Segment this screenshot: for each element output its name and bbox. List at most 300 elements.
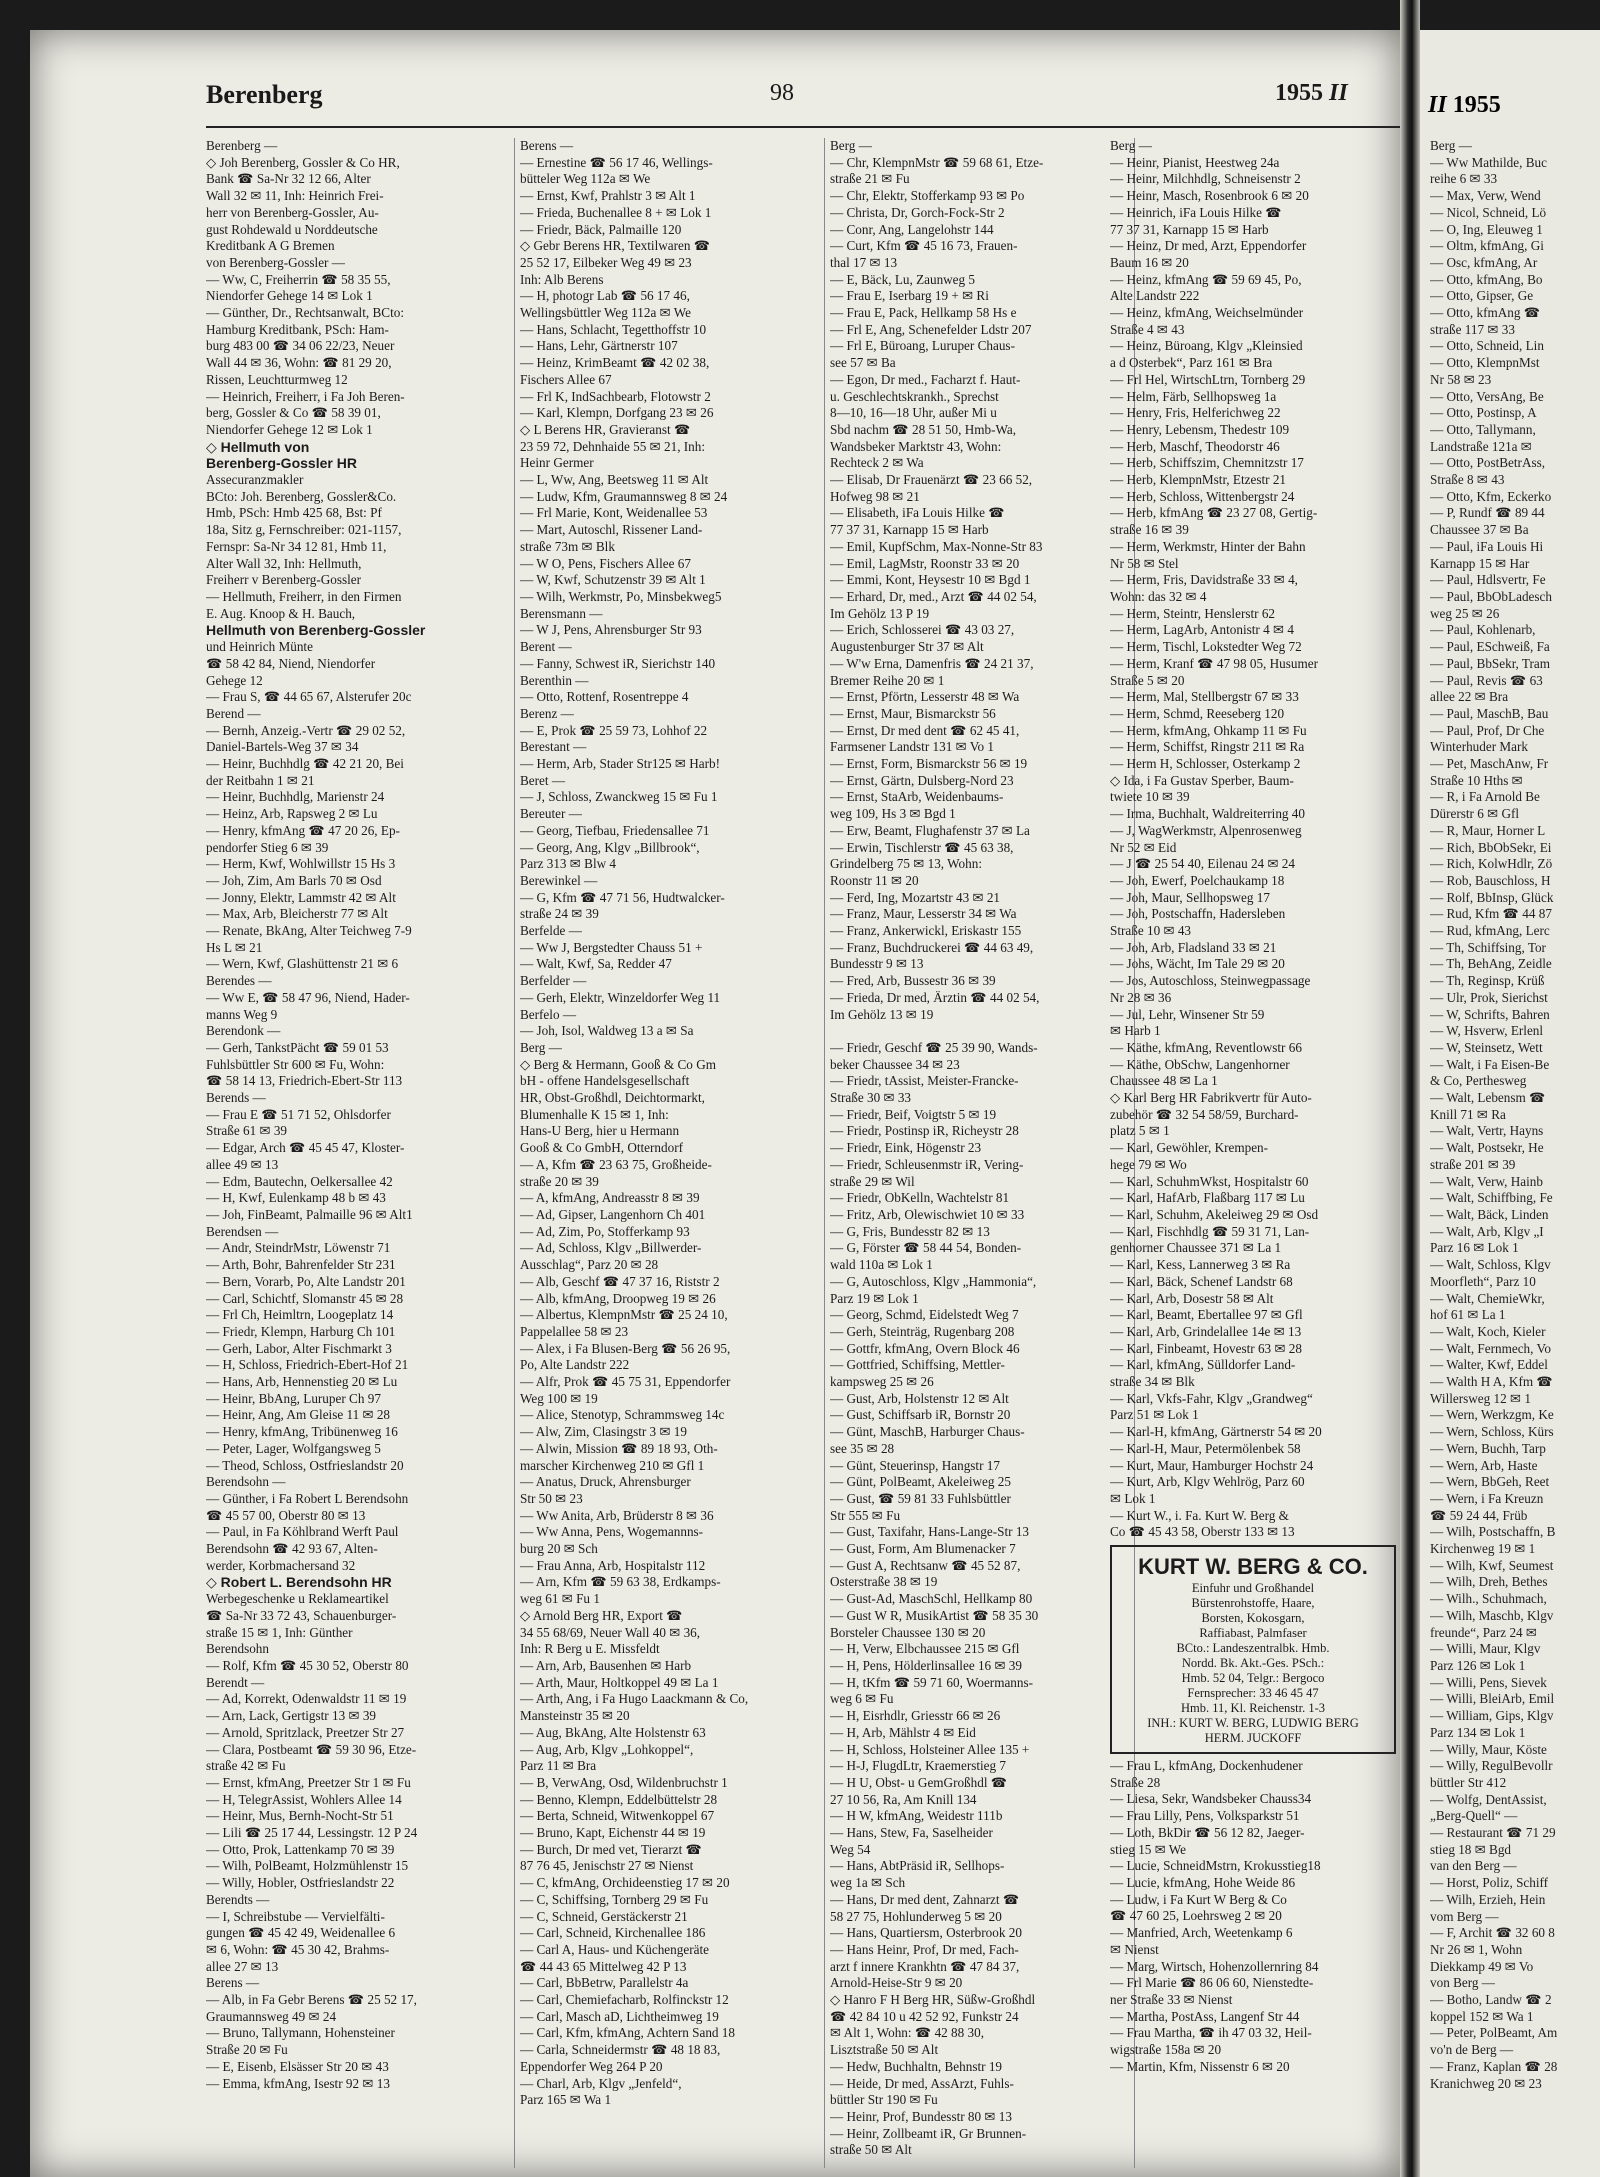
directory-entry: Straße 28 (1110, 1774, 1161, 1790)
ad-line: Bürstenrohstoffe, Haare, (1191, 1596, 1315, 1611)
directory-entry: — Willi, Maur, Klgv (1430, 1641, 1541, 1657)
directory-entry: — Friedr, ObKelln, Wachtelstr 81 (830, 1190, 1010, 1206)
directory-entry: — Heinrich, iFa Louis Hilke ☎ (1110, 204, 1282, 220)
directory-entry: — Erw, Beamt, Flughafenstr 37 ✉ La (830, 822, 1030, 838)
directory-entry: allee 49 ✉ 13 (206, 1156, 279, 1172)
directory-entry: — J, WagWerkmstr, Alpenrosenweg (1110, 822, 1302, 838)
directory-entry: Nr 58 ✉ Stel (1110, 555, 1179, 571)
directory-entry: ✉ Alt 1, Wohn: ☎ 42 88 30, (830, 2025, 985, 2041)
directory-entry: vo'n de Berg — (1430, 2042, 1514, 2058)
directory-entry: — Heinz, kfmAng, Weichselmünder (1110, 305, 1304, 321)
directory-entry: — Herm, Schmd, Reeseberg 120 (1110, 705, 1285, 721)
directory-entry: gust Rohdewald u Norddeutsche (206, 221, 378, 237)
directory-entry: — Friedr, Beif, Voigtstr 5 ✉ 19 (830, 1106, 997, 1122)
directory-entry: — Hans Heinr, Prof, Dr med, Fach- (830, 1941, 1019, 1957)
directory-entry: Parz 51 ✉ Lok 1 (1110, 1407, 1199, 1423)
directory-entry: — Walt, Lebensm ☎ (1430, 1090, 1546, 1106)
directory-entry: — Frl K, IndSachbearb, Flotowstr 2 (520, 388, 711, 404)
directory-entry: Parz 165 ✉ Wa 1 (520, 2092, 612, 2108)
directory-entry: — Walt, Postsekr, He (1430, 1140, 1544, 1156)
page-number: 98 (770, 80, 794, 106)
directory-entry: stieg 18 ✉ Bgd (1430, 1841, 1512, 1857)
directory-entry: — Heinz, Dr med, Arzt, Eppendorfer (1110, 238, 1307, 254)
directory-entry: büttler Str 190 ✉ Fu (830, 2092, 938, 2108)
directory-entry: weg 61 ✉ Fu 1 (520, 1591, 600, 1607)
directory-entry: — Frl Ch, Heimltrn, Loogeplatz 14 (206, 1307, 394, 1323)
directory-entry: — Curt, Kfm ☎ 45 16 73, Frauen- (830, 238, 1018, 254)
directory-entry: allee 22 ✉ Bra (1430, 689, 1509, 705)
directory-entry: — Wolfg, DentAssist, (1430, 1791, 1547, 1807)
directory-entry: Straße 30 ✉ 33 (830, 1090, 912, 1106)
directory-entry: — Ulr, Prok, Sierichst (1430, 989, 1548, 1005)
directory-entry: Weg 100 ✉ 19 (520, 1390, 598, 1406)
directory-entry: Straße 8 ✉ 43 (1430, 472, 1505, 488)
surname-heading: Berendsen — (206, 1223, 279, 1239)
directory-entry: — Heinz, Büroang, Klgv „Kleinsied (1110, 338, 1303, 354)
directory-entry: ✉ Harb 1 (1110, 1023, 1161, 1039)
directory-entry: — I, Schreibstube — Vervielfälti- (206, 1908, 385, 1924)
directory-entry: — Karl, HafArb, Flaßbarg 117 ✉ Lu (1110, 1190, 1305, 1206)
directory-entry: — Otto, kfmAng, Bo (1430, 271, 1543, 287)
directory-entry: — Arn, Kfm ☎ 59 63 38, Erdkamps- (520, 1574, 721, 1590)
directory-entry: Chaussee 48 ✉ La 1 (1110, 1073, 1218, 1089)
directory-entry: Nr 28 ✉ 36 (1110, 989, 1172, 1005)
directory-entry: — Herb, KlempnMstr, Etzestr 21 (1110, 472, 1287, 488)
directory-entry: — Paul, iFa Louis Hi (1430, 538, 1544, 554)
ad-line: HERM. JUCKOFF (1204, 1731, 1302, 1746)
directory-entry: — Walt, Koch, Kieler (1430, 1323, 1546, 1339)
directory-entry: Diekkamp 49 ✉ Vo (1430, 1958, 1534, 1974)
directory-entry: — Irma, Buchhalt, Waldreiterring 40 (1110, 806, 1305, 822)
directory-entry: — Heinr, Ang, Am Gleise 11 ✉ 28 (206, 1407, 391, 1423)
directory-entry: — Paul, Kohlenarb, (1430, 622, 1536, 638)
directory-entry: — Bern, Vorarb, Po, Alte Landstr 201 (206, 1273, 406, 1289)
directory-entry: — Karl, kfmAng, Sülldorfer Land- (1110, 1357, 1296, 1373)
directory-entry: ☎ Sa-Nr 33 72 43, Schauenburger- (206, 1607, 397, 1623)
directory-entry: — Heinr, Pianist, Heestweg 24a (1110, 154, 1280, 170)
directory-entry: — Erhard, Dr, med., Arzt ☎ 44 02 54, (830, 588, 1037, 604)
directory-entry: Landstraße 121a ✉ (1430, 438, 1532, 454)
directory-entry: manns Weg 9 (206, 1006, 278, 1022)
directory-entry: — Wilh., Schuhmach, (1430, 1591, 1547, 1607)
directory-entry: Willersweg 12 ✉ 1 (1430, 1390, 1531, 1406)
directory-entry: twiete 10 ✉ 39 (1110, 789, 1190, 805)
directory-entry: — Carl, Schichtf, Slomanstr 45 ✉ 28 (206, 1290, 404, 1306)
directory-entry: — H W, kfmAng, Weidestr 111b (830, 1808, 1003, 1824)
directory-entry: Po, Alte Landstr 222 (520, 1357, 630, 1373)
directory-entry: Lisztstraße 50 ✉ Alt (830, 2042, 939, 2058)
ad-line: BCto.: Landeszentralbk. Hmb. (1176, 1641, 1330, 1656)
directory-entry: — Arth, Bohr, Bahrenfelder Str 231 (206, 1257, 396, 1273)
directory-entry: — Karl, SchuhmWkst, Hospitalstr 60 (1110, 1173, 1309, 1189)
directory-entry: — Anatus, Druck, Ahrensburger (520, 1474, 691, 1490)
surname-heading: Berg — (1110, 138, 1152, 153)
directory-entry: Nr 58 ✉ 23 (1430, 371, 1492, 387)
directory-entry: u. Geschlechtskrankh., Sprechst (830, 388, 999, 404)
directory-entry: — Joh, Isol, Waldweg 13 a ✉ Sa (520, 1023, 694, 1039)
directory-entry: — Friedr, tAssist, Meister-Francke- (830, 1073, 1019, 1089)
directory-entry: Fischers Allee 67 (520, 371, 612, 387)
directory-entry: — Helm, Färb, Sellhopsweg 1a (1110, 388, 1277, 404)
directory-entry: — Karl-H, Maur, Petermölenbek 58 (1110, 1440, 1301, 1456)
directory-entry: Kreditbank A G Bremen (206, 238, 335, 254)
directory-entry: — Paul, ESchweiß, Fa (1430, 639, 1550, 655)
directory-entry: — Ww, C, Freiherrin ☎ 58 35 55, (206, 271, 391, 287)
directory-entry: — H, TelegrAssist, Wohlers Allee 14 (206, 1791, 402, 1807)
directory-entry: — Max, Verw, Wend (1430, 188, 1541, 204)
surname-heading: Berenthin — (520, 672, 589, 688)
directory-entry: — Otto, Rottenf, Rosentreppe 4 (520, 689, 689, 705)
directory-entry: — Ernst, StaArb, Weidenbaums- (830, 789, 1004, 805)
directory-entry: — Walt, Schloss, Klgv (1430, 1257, 1551, 1273)
directory-entry: — Wilh, Postschaffn, B (1430, 1524, 1556, 1540)
ad-line: Nordd. Bk. Akt.-Ges. PSch.: (1181, 1656, 1325, 1671)
directory-entry: — Rolf, BbInsp, Glück (1430, 889, 1554, 905)
directory-entry: — G, Förster ☎ 58 44 54, Bonden- (830, 1240, 1022, 1256)
directory-entry: ◇ Hellmuth von (206, 438, 310, 455)
directory-entry: — Erich, Schlosserei ☎ 43 03 27, (830, 622, 1015, 638)
directory-entry: — Hellmuth, Freiherr, in den Firmen (206, 588, 402, 604)
directory-entry: zubehör ☎ 32 54 58/59, Burchard- (1110, 1106, 1299, 1122)
directory-entry: — Johs, Wächt, Im Tale 29 ✉ 20 (1110, 956, 1285, 972)
directory-entry: — R, i Fa Arnold Be (1430, 789, 1540, 805)
directory-entry: — Günt, Steuerinsp, Hangstr 17 (830, 1457, 1000, 1473)
directory-entry: — Walt, Verw, Hainb (1430, 1173, 1543, 1189)
directory-entry: — Karl, Arb, Grindelallee 14e ✉ 13 (1110, 1323, 1302, 1339)
directory-entry: — Karl, Vkfs-Fahr, Klgv „Grandweg“ (1110, 1390, 1313, 1406)
next-page-column (1430, 138, 1600, 2092)
directory-entry: Arnold-Heise-Str 9 ✉ 20 (830, 1975, 963, 1991)
directory-entry: — Carl A, Haus- und Küchengeräte (520, 1941, 709, 1957)
directory-entry: — Willy, RegulBevollr (1430, 1758, 1553, 1774)
directory-entry: — Emil, LagMstr, Roonstr 33 ✉ 20 (830, 555, 1020, 571)
surname-heading: Bereuter — (520, 806, 582, 822)
directory-entry: — Bruno, Kapt, Eichenstr 44 ✉ 19 (520, 1825, 706, 1841)
directory-entry: — Horst, Poliz, Schiff (1430, 1875, 1549, 1891)
directory-entry: — Rolf, Kfm ☎ 45 30 52, Oberstr 80 (206, 1657, 409, 1673)
directory-entry: — Otto, kfmAng ☎ (1430, 305, 1541, 321)
directory-entry: straße 117 ✉ 33 (1430, 321, 1515, 337)
directory-entry: — Herm, Schiffst, Ringstr 211 ✉ Ra (1110, 739, 1305, 755)
directory-entry: — Henry, Lebensm, Thedestr 109 (1110, 421, 1290, 437)
directory-entry: — W, Hsverw, Erlenl (1430, 1023, 1544, 1039)
directory-entry: — Ernst, Dr med dent ☎ 62 45 41, (830, 722, 1020, 738)
directory-entry: — Peter, PolBeamt, Am (1430, 2025, 1558, 2041)
directory-entry: — H, Schloss, Friedrich-Ebert-Hof 21 (206, 1357, 409, 1373)
advertisement-kurt-w-berg (1110, 1545, 1396, 1754)
directory-entry: — Ernst, Kwf, Prahlstr 3 ✉ Alt 1 (520, 188, 696, 204)
directory-entry: — H U, Obst- u GemGroßhdl ☎ (830, 1774, 1008, 1790)
directory-entry: — Hedw, Buchhaltn, Behnstr 19 (830, 2058, 1003, 2074)
directory-entry: — Gust W R, MusikArtist ☎ 58 35 30 (830, 1607, 1039, 1623)
surname-heading: Berens — (520, 138, 574, 153)
directory-entry: — Egon, Dr med., Facharzt f. Haut- (830, 371, 1021, 387)
directory-entry: — Alice, Stenotyp, Schrammsweg 14c (520, 1407, 725, 1423)
directory-entry: — Herb, Schiffszim, Chemnitzstr 17 (1110, 455, 1304, 471)
directory-entry: — Bruno, Tallymann, Hohensteiner (206, 2025, 395, 2041)
directory-entry: weg 109, Hs 3 ✉ Bgd 1 (830, 806, 956, 822)
directory-entry: — Th, Reginsp, Krüß (1430, 973, 1545, 989)
directory-entry: — Frieda, Dr med, Ärztin ☎ 44 02 54, (830, 989, 1040, 1005)
directory-entry: — Rich, KolwHdlr, Zö (1430, 856, 1553, 872)
surname-heading: von Berenberg-Gossler — (206, 254, 345, 270)
directory-entry: — C, Schiffsing, Tornberg 29 ✉ Fu (520, 1891, 709, 1907)
directory-page (30, 30, 1400, 2177)
directory-entry: Fernspr: Sa-Nr 34 12 81, Hmb 11, (206, 538, 387, 554)
directory-entry: Straße 10 Hths ✉ (1430, 772, 1523, 788)
directory-entry (830, 1023, 1130, 1040)
directory-entry: Parz 313 ✉ Blw 4 (520, 856, 617, 872)
directory-entry: Mansteinstr 35 ✉ 20 (520, 1708, 630, 1724)
directory-entry: — Heinr, Mus, Bernh-Nocht-Str 51 (206, 1808, 394, 1824)
directory-entry: — Günt, PolBeamt, Akeleiweg 25 (830, 1474, 1011, 1490)
directory-entry: — Pet, MaschAnw, Fr (1430, 756, 1549, 772)
directory-entry: HR, Obst-Großhdl, Deichtormarkt, (520, 1090, 705, 1106)
directory-entry: — Karl, Fischhdlg ☎ 59 31 71, Lan- (1110, 1223, 1310, 1239)
directory-entry: 58 27 75, Hohlunderweg 5 ✉ 20 (830, 1908, 1002, 1924)
directory-entry: — Frau E ☎ 51 71 52, Ohlsdorfer (206, 1106, 391, 1122)
directory-entry: Gehege 12 (206, 672, 263, 688)
directory-entry: — Friedr, Postinsp iR, Richeystr 28 (830, 1123, 1019, 1139)
ad-title: KURT W. BERG & CO. (1138, 1554, 1368, 1580)
directory-entry: — Hans, Arb, Hennenstieg 20 ✉ Lu (206, 1374, 398, 1390)
directory-entry: — Georg, Ang, Klgv „Billbrook“, (520, 839, 700, 855)
directory-entry: see 57 ✉ Ba (830, 355, 896, 371)
directory-entry: herr von Berenberg-Gossler, Au- (206, 204, 379, 220)
directory-entry: — Franz, Ankerwickl, Eriskastr 155 (830, 923, 1022, 939)
directory-entry: — Restaurant ☎ 71 29 (1430, 1825, 1556, 1841)
directory-entry: — Herm, Werkmstr, Hinter der Bahn (1110, 538, 1306, 554)
directory-entry: — W, Steinsetz, Wett (1430, 1039, 1543, 1055)
directory-entry: straße 201 ✉ 39 (1430, 1156, 1516, 1172)
directory-entry: — Mart, Autoschl, Rissener Land- (520, 522, 703, 538)
directory-entry: — Wilh, Werkmstr, Po, Minsbekweg5 (520, 588, 722, 604)
directory-entry: thal 17 ✉ 13 (830, 254, 898, 270)
directory-entry: — Max, Arb, Bleicherstr 77 ✉ Alt (206, 906, 388, 922)
directory-entry: — Edm, Bautechn, Oelkersallee 42 (206, 1173, 393, 1189)
directory-entry: — Ernst, Pförtn, Lesserstr 48 ✉ Wa (830, 689, 1020, 705)
directory-entry: — Herm, kfmAng, Ohkamp 11 ✉ Fu (1110, 722, 1307, 738)
directory-column-4 (1110, 138, 1400, 2177)
directory-entry: Gooß & Co GmbH, Otterndorf (520, 1140, 683, 1156)
directory-entry: — Wern, Buchh, Tarp (1430, 1440, 1546, 1456)
directory-entry: — Frl Marie, Kont, Weidenallee 53 (520, 505, 708, 521)
directory-entry: ner Straße 33 ✉ Nienst (1110, 1991, 1233, 2007)
directory-entry: — Emil, KupfSchm, Max-Nonne-Str 83 (830, 538, 1043, 554)
directory-entry: — Paul, Revis ☎ 63 (1430, 672, 1543, 688)
directory-entry: Roonstr 11 ✉ 20 (830, 872, 919, 888)
directory-entry: — H, Pens, Hölderlinsallee 16 ✉ 39 (830, 1657, 1022, 1673)
directory-entry: — Emmi, Kont, Heysestr 10 ✉ Bgd 1 (830, 572, 1031, 588)
directory-entry: 77 37 31, Karnapp 15 ✉ Harb (830, 522, 989, 538)
directory-entry: — Kurt W., i. Fa. Kurt W. Berg & (1110, 1507, 1289, 1523)
directory-entry: — G, Kfm ☎ 47 71 56, Hudtwalcker- (520, 889, 725, 905)
directory-entry: ☎ 58 42 84, Niend, Niendorfer (206, 655, 376, 671)
directory-entry: und Heinrich Münte (206, 639, 313, 655)
directory-entry: — H, Verw, Elbchaussee 215 ✉ Gfl (830, 1641, 1020, 1657)
directory-entry: — Wern, BbGeh, Reet (1430, 1474, 1550, 1490)
directory-entry: ◇ Karl Berg HR Fabrikvertr für Auto- (1110, 1090, 1312, 1106)
next-page-part: II (1428, 92, 1447, 118)
directory-entry: ☎ 59 24 44, Früb (1430, 1507, 1528, 1523)
directory-entry: Berg — (1430, 138, 1472, 153)
directory-entry: wigstraße 158a ✉ 20 (1110, 2042, 1222, 2058)
directory-entry: — Heinz, KrimBeamt ☎ 42 02 38, (520, 355, 710, 371)
directory-entry: straße 34 ✉ Blk (1110, 1374, 1195, 1390)
directory-entry: — Lucie, kfmAng, Hohe Weide 86 (1110, 1874, 1296, 1890)
directory-entry: Moorfleth“, Parz 10 (1430, 1273, 1536, 1289)
directory-entry: — Lucie, SchneidMstrn, Krokusstieg18 (1110, 1858, 1321, 1874)
directory-entry: ☎ 47 60 25, Loehrsweg 2 ✉ 20 (1110, 1908, 1282, 1924)
directory-entry: Parz 126 ✉ Lok 1 (1430, 1657, 1526, 1673)
directory-entry: — Joh, Maur, Sellhopsweg 17 (1110, 889, 1270, 905)
directory-entry: — Walt, Schiffbing, Fe (1430, 1190, 1553, 1206)
directory-entry: Wohn: das 32 ✉ 4 (1110, 588, 1207, 604)
directory-entry: — Herb, kfmAng ☎ 23 27 08, Gertig- (1110, 505, 1318, 521)
directory-entry: Hans-U Berg, hier u Hermann (520, 1123, 680, 1139)
directory-entry: — H-J, FlugdLtr, Kraemerstieg 7 (830, 1758, 1007, 1774)
directory-entry: Bank ☎ Sa-Nr 32 12 66, Alter (206, 171, 371, 187)
ad-line: Fernsprecher: 33 46 45 47 (1187, 1686, 1319, 1701)
directory-entry: — Friedr, Klempn, Harburg Ch 101 (206, 1323, 396, 1339)
directory-entry: — L, Ww, Ang, Beetsweg 11 ✉ Alt (520, 472, 709, 488)
directory-entry: — Wilh, Dreh, Bethes (1430, 1574, 1548, 1590)
directory-entry: genhorner Chaussee 371 ✉ La 1 (1110, 1240, 1282, 1256)
directory-entry: — Alwin, Mission ☎ 89 18 93, Oth- (520, 1440, 718, 1456)
directory-entry: platz 5 ✉ 1 (1110, 1123, 1170, 1139)
directory-entry: — Ferd, Ing, Mozartstr 43 ✉ 21 (830, 889, 1001, 905)
directory-entry: — Karl, Finbeamt, Hovestr 63 ✉ 28 (1110, 1340, 1302, 1356)
directory-entry: — Gottfried, Schiffsing, Mettler- (830, 1357, 1005, 1373)
directory-entry: büttler Str 412 (1430, 1774, 1507, 1790)
column-separator (824, 138, 825, 2168)
directory-entry: — Wern, i Fa Kreuzn (1430, 1490, 1544, 1506)
directory-entry: vom Berg — (1430, 1908, 1499, 1924)
directory-entry: — Christa, Dr, Gorch-Fock-Str 2 (830, 204, 1005, 220)
directory-entry: bH - offene Handelsgesellschaft (520, 1073, 690, 1089)
directory-entry: — Karl, Kess, Lannerweg 3 ✉ Ra (1110, 1257, 1291, 1273)
directory-entry: Eppendorfer Weg 264 P 20 (520, 2058, 663, 2074)
directory-entry: — Heinr, Buchhdlg ☎ 42 21 20, Bei (206, 756, 404, 772)
directory-entry: 87 76 45, Jenischstr 27 ✉ Nienst (520, 1858, 694, 1874)
directory-entry: Daniel-Bartels-Weg 37 ✉ 34 (206, 739, 359, 755)
directory-entry: straße 21 ✉ Fu (830, 171, 910, 187)
directory-entry: — Ludw, Kfm, Graumannsweg 8 ✉ 24 (520, 488, 728, 504)
directory-entry: — Karl, Beamt, Ebertallee 97 ✉ Gfl (1110, 1307, 1303, 1323)
directory-entry: ☎ 42 84 10 u 42 52 92, Funkstr 24 (830, 2008, 1019, 2024)
directory-entry: — H, Schloss, Holsteiner Allee 135 + (830, 1741, 1030, 1757)
directory-entry: pendorfer Stieg 6 ✉ 39 (206, 839, 329, 855)
directory-entry: Hs L ✉ 21 (206, 939, 263, 955)
surname-heading: Berendonk — (206, 1023, 281, 1039)
directory-entry: — Franz, Kaplan ☎ 28 (1430, 2058, 1558, 2074)
directory-entry: Hmb, PSch: Hmb 425 68, Bst: Pf (206, 505, 382, 521)
directory-entry: wald 110a ✉ Lok 1 (830, 1257, 933, 1273)
directory-entry: — Paul, BbSekr, Tram (1430, 655, 1551, 671)
directory-entry: — Herm, Fris, Davidstraße 33 ✉ 4, (1110, 572, 1298, 588)
directory-entry: — Gust, ☎ 59 81 33 Fuhlsbüttler (830, 1490, 1011, 1506)
directory-entry: — Ernestine ☎ 56 17 46, Wellings- (520, 154, 713, 170)
directory-entry: — Walt, Bäck, Linden (1430, 1207, 1549, 1222)
page-header-left: Berenberg (206, 80, 323, 109)
directory-entry: — Osc, kfmAng, Ar (1430, 254, 1538, 270)
directory-entry: — Gust, Schiffsarb iR, Bornstr 20 (830, 1407, 1011, 1423)
directory-entry: Winterhuder Mark (1430, 739, 1528, 755)
directory-entry: Karnapp 15 ✉ Har (1430, 555, 1530, 571)
ad-line: Hmb. 11, Kl. Reichenstr. 1-3 (1181, 1701, 1325, 1716)
directory-entry: — Alw, Zim, Clasingstr 3 ✉ 19 (520, 1424, 687, 1440)
directory-entry: Baum 16 ✉ 20 (1110, 254, 1189, 270)
directory-entry: — Paul, Prof, Dr Che (1430, 722, 1545, 738)
directory-entry: — Fred, Arb, Bussestr 36 ✉ 39 (830, 973, 996, 989)
directory-entry: — W, Kwf, Schutzenstr 39 ✉ Alt 1 (520, 572, 706, 588)
directory-entry: Bremer Reihe 20 ✉ 1 (830, 672, 945, 688)
directory-entry: — Herm, Mal, Stellbergstr 67 ✉ 33 (1110, 689, 1299, 705)
directory-entry: Knill 71 ✉ Ra (1430, 1106, 1506, 1122)
directory-entry: Niendorfer Gehege 12 ✉ Lok 1 (206, 421, 373, 437)
directory-entry: — Alex, i Fa Blusen-Berg ☎ 56 26 95, (520, 1340, 731, 1356)
directory-entry: 27 10 56, Ra, Am Knill 134 (830, 1791, 977, 1807)
directory-entry: — Joh, Zim, Am Barls 70 ✉ Osd (206, 872, 382, 888)
directory-entry: der Reitbahn 1 ✉ 21 (206, 772, 315, 788)
directory-entry: Im Gehölz 13 ✉ 19 (830, 1006, 934, 1022)
directory-entry: — Rich, BbObSekr, Ei (1430, 839, 1552, 855)
directory-entry: — Gust, Arb, Holstenstr 12 ✉ Alt (830, 1390, 1009, 1406)
directory-entry: — W O, Pens, Fischers Allee 67 (520, 555, 691, 571)
directory-entry: straße 20 ✉ 39 (520, 1173, 599, 1189)
directory-entry: — Frau Lilly, Pens, Volksparkstr 51 (1110, 1808, 1300, 1824)
directory-entry: — Heinr, Prof, Bundesstr 80 ✉ 13 (830, 2108, 1012, 2124)
directory-entry: Niendorfer Gehege 14 ✉ Lok 1 (206, 288, 373, 304)
directory-entry: stieg 15 ✉ We (1110, 1841, 1187, 1857)
directory-entry: — Rob, Bauschloss, H (1430, 872, 1551, 888)
directory-entry: — Erwin, Tischlerstr ☎ 45 63 38, (830, 839, 1014, 855)
directory-entry: — Chr, Elektr, Stofferkamp 93 ✉ Po (830, 188, 1025, 204)
surname-heading: Berewinkel — (520, 872, 598, 888)
directory-entry: — Aug, Arb, Klgv „Lohkoppel“, (520, 1741, 694, 1757)
directory-entry: — Loth, BkDir ☎ 56 12 82, Jaeger- (1110, 1824, 1305, 1840)
directory-entry: — Jul, Lehr, Winsener Str 59 (1110, 1006, 1265, 1022)
directory-entry: Straße 61 ✉ 39 (206, 1123, 288, 1139)
directory-entry: BCto: Joh. Berenberg, Gossler&Co. (206, 488, 397, 504)
surname-heading: Berg — (830, 138, 872, 153)
directory-entry: — Herm, Tischl, Lokstedter Weg 72 (1110, 639, 1302, 655)
directory-entry: — Herm, Arb, Stader Str125 ✉ Harb! (520, 756, 721, 772)
directory-entry: — Emma, kfmAng, Isestr 92 ✉ 13 (206, 2075, 390, 2091)
directory-entry: — Ernst, Gärtn, Dulsberg-Nord 23 (830, 772, 1014, 788)
directory-entry: — Arn, Lack, Gertigstr 13 ✉ 39 (206, 1708, 377, 1724)
directory-entry: — Ernst, Maur, Bismarckstr 56 (830, 705, 996, 721)
directory-entry: — Paul, BbObLadesch (1430, 588, 1552, 604)
directory-entry: — Nicol, Schneid, Lö (1430, 204, 1547, 220)
directory-entry: — Joh, Arb, Fladsland 33 ✉ 21 (1110, 939, 1277, 955)
directory-entry: weg 25 ✉ 26 (1430, 605, 1500, 621)
ad-line: Einfuhr und Großhandel (1191, 1581, 1315, 1596)
directory-entry: — Günther, i Fa Robert L Berendsohn (206, 1490, 409, 1506)
directory-entry: — Frau L, kfmAng, Dockenhudener (1110, 1758, 1303, 1774)
directory-entry: Kranichweg 20 ✉ 23 (1430, 2075, 1542, 2091)
directory-entry: — Arth, Maur, Holtkoppel 49 ✉ La 1 (520, 1674, 719, 1690)
directory-entry: — Elisabeth, iFa Louis Hilke ☎ (830, 505, 1005, 521)
directory-entry: Berendsohn ☎ 42 93 67, Alten- (206, 1541, 378, 1557)
directory-entry: — Heinrich, Freiherr, i Fa Joh Beren- (206, 388, 405, 404)
directory-entry: — Günt, MaschB, Harburger Chaus- (830, 1424, 1025, 1440)
directory-entry: — Gerh, Labor, Alter Fischmarkt 3 (206, 1340, 392, 1356)
page-header-right (1275, 80, 1348, 107)
directory-entry: — Arth, Ang, i Fa Hugo Laackmann & Co, (520, 1691, 749, 1707)
directory-entry: — Henry, kfmAng, Tribünenweg 16 (206, 1424, 398, 1440)
surname-heading: Berg — (520, 1039, 562, 1055)
